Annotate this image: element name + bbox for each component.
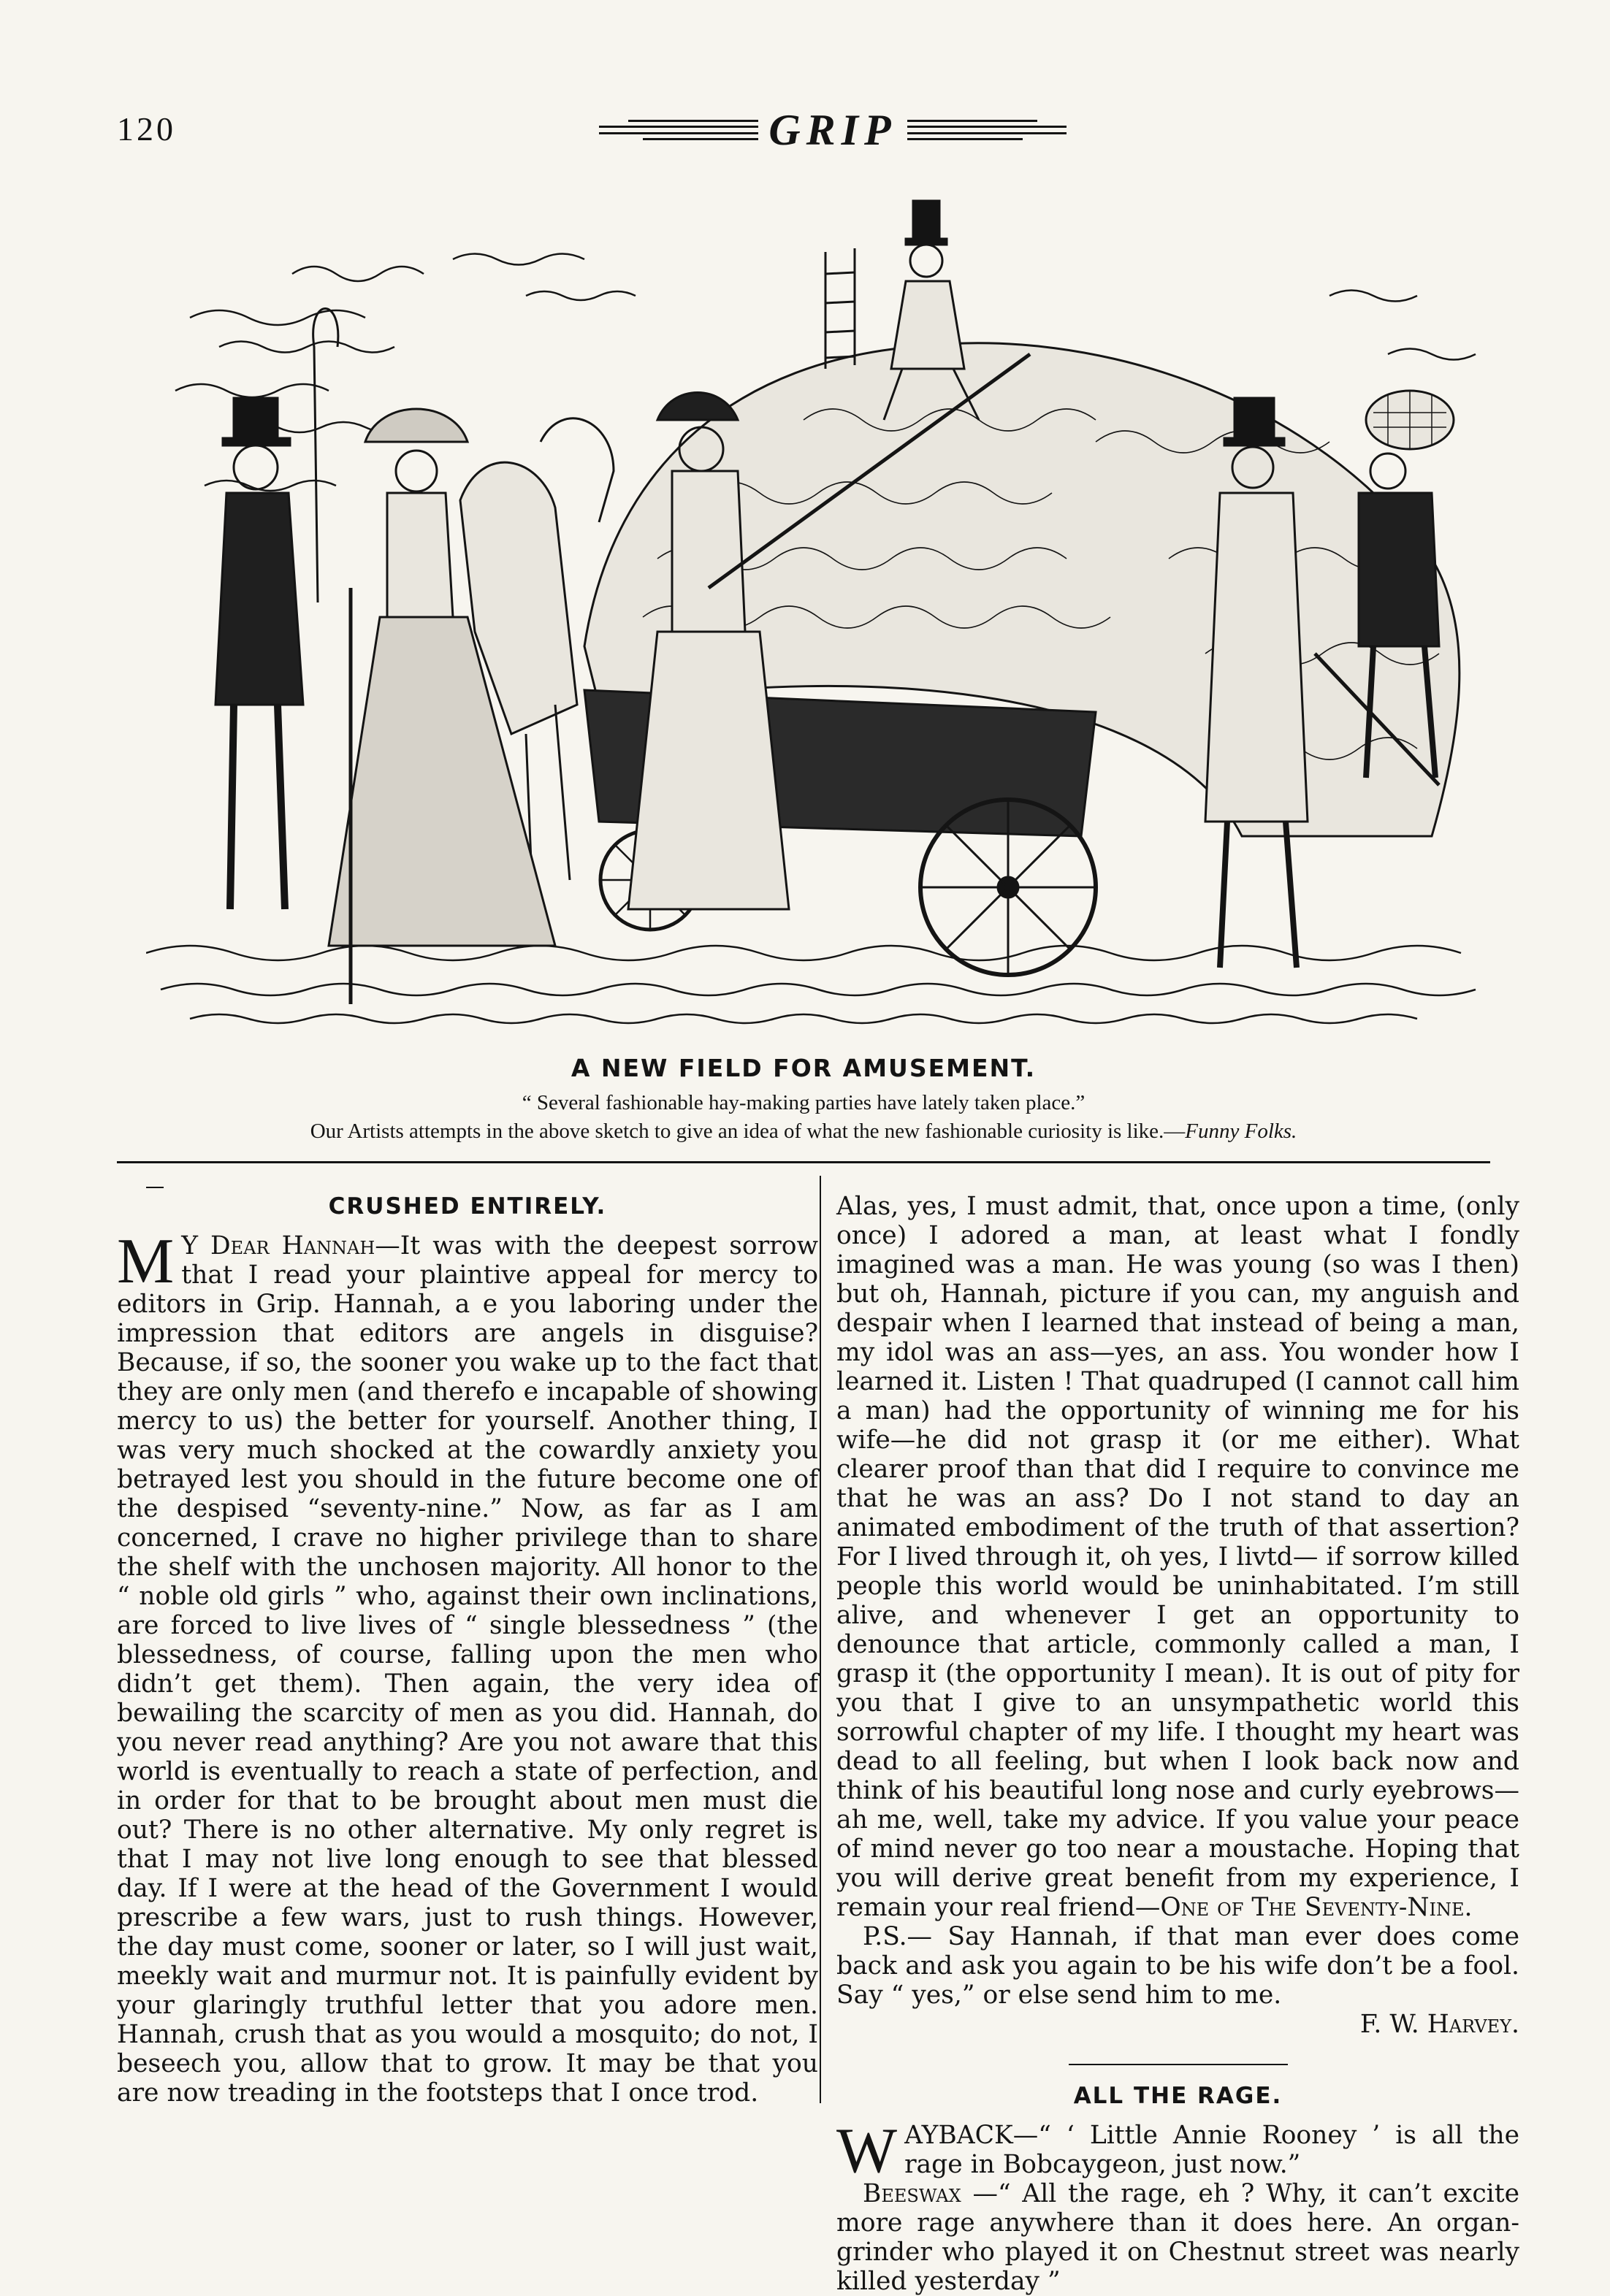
- drop-cap: M: [117, 1226, 175, 1297]
- caption-rule: [117, 1161, 1490, 1163]
- dialogue-text-2: —“ All the rage, eh ? Why, it can’t excite more rage anywhere than it does here. An organ-grinder who played it on Chestnut street was nearly killed yesterday ”: [836, 2179, 1519, 2296]
- masthead: [599, 101, 1067, 159]
- section-rule: [1069, 2064, 1288, 2065]
- speaker-beeswax: Beeswax: [863, 2179, 961, 2208]
- caption-source: Funny Folks.: [1185, 1120, 1297, 1143]
- illustration-caption: [117, 1041, 1490, 1144]
- paragraph-text: —It was with the deepest sorrow that I read your plaintive appeal for mercy to editors in Grip. Hannah, a e you laboring under the impression that editors are angels in disguise? Because, if so, the sooner you wake up to the fact that they are only men (and therefo e incapable of showing mercy to us) the better for yourself. Another thing, I was very much shocked at the cowardly anxiety you betrayed lest you should in the future become one of the despised “seventy-nine.” Now, as far as I am concerned, I crave no higher privilege than to share the shelf with the unchosen majority. All honor to the “ noble old girls ” who, against their own inclinations, are forced to live lives of “ single blessedness ” (the blessedness, of course, falling upon the men who didn’t get them). Then again, the very idea of bewailing the scarcity of men as you did. Hannah, do you never read anything? Are you not aware that this world is eventually to reach a state of perfection, and in order for that to be brought about men must die out? There is no other alternative. My only regret is that I may not live long enough to see that blessed day. If I were at the head of the Government I would prescribe a few wars, just to rush things. However, the day must come, sooner or later, so I will just wait, meekly wait and murmur not. It is painfully evident by your glaringly truthful letter that you adore men. Hannah, crush that as you would a mosquito; do not, I beseech you, allow that to grow. It may be that you are now treading in the footsteps that I once trod.: [117, 1231, 818, 2108]
- dialogue-line-2: [836, 2179, 1519, 2296]
- ladder: [825, 248, 855, 369]
- man-with-whip: [215, 309, 338, 910]
- caption-note-text: Our Artists attempts in the above sketch to give an idea of what the new fashionable curiosity is like.—: [310, 1120, 1186, 1143]
- caption-note: [117, 1120, 1490, 1144]
- masthead-title: GRIP: [768, 105, 897, 154]
- continued-text: [836, 1192, 1519, 1922]
- paragraph-continued: Alas, yes, I must admit, that, once upon a time, (only once) I adored a man, at least what I fondly imagined was a man. He was young (so was I then) but oh, Hannah, picture if you can, my anguish and despair when I learned that instead of being a man, my idol was an ass—yes, an ass. You wonder how I learned it. Listen ! That quadruped (I cannot call him a man) had the opportunity of winning me for his wife—he did not grasp it (or me either). What clearer proof than that did I require to convince me that he was an ass? Do I not stand to day an animated embodiment of the truth of that assertion? For I lived through it, oh yes, I livtd— if sorrow killed people this world would be uninhabitated. I’m still alive, and whenever I get an opportunity to denounce that article, commonly called a man, I grasp it (the opportunity I mean). It is out of pity for you that I give to an unsympathetic world this sorrowful chapter of my life. I thought my heart was dead to all feeling, but when I look back now and think of his beautiful long nose and curly eyebrows—ah me, well, take my advice. If you value your peace of mind never go too near a moustache. Hoping that you will derive great benefit from my experience, I remain your real friend—One of The Seventy-Nine.: [836, 1192, 1519, 1922]
- author-signature: F. W. Harvey.: [1359, 2010, 1519, 2039]
- hay-making-illustration: [146, 179, 1498, 1033]
- page-number: 120: [117, 110, 176, 148]
- masthead-right-rules: [907, 120, 1067, 140]
- left-column: [117, 1176, 818, 2108]
- masthead-left-rules: [599, 120, 758, 140]
- postscript: [836, 1922, 1519, 2039]
- salutation: Y Dear Hannah: [181, 1231, 375, 1260]
- dialogue-text-1: AYBACK—“ ‘ Little Annie Rooney ’ is all the rage in Bobcaygeon, just now.”: [904, 2121, 1519, 2179]
- column-divider: [820, 1176, 821, 2103]
- right-column: [836, 1176, 1519, 2296]
- drop-cap: W: [836, 2116, 898, 2186]
- caption-title: A NEW FIELD FOR AMUSEMENT.: [571, 1054, 1037, 1082]
- article-paragraph: [117, 1226, 818, 2108]
- postscript-text: P.S.— Say Hannah, if that man ever does come back and ask you again to be his wife don’t be a fool. Say “ yes,” or else send him to me.: [836, 1922, 1519, 2010]
- ground-hatching: [146, 946, 1476, 1023]
- sign-off: One of The Seventy-Nine.: [1160, 1893, 1473, 1922]
- article-title-all-the-rage: ALL THE RAGE.: [1073, 2083, 1283, 2109]
- dialogue-line-1: [836, 2116, 1519, 2186]
- caption-quote: “ Several fashionable hay-making parties have lately taken place.”: [522, 1091, 1086, 1114]
- article-title-crushed-entirely: CRUSHED ENTIRELY.: [328, 1193, 607, 1220]
